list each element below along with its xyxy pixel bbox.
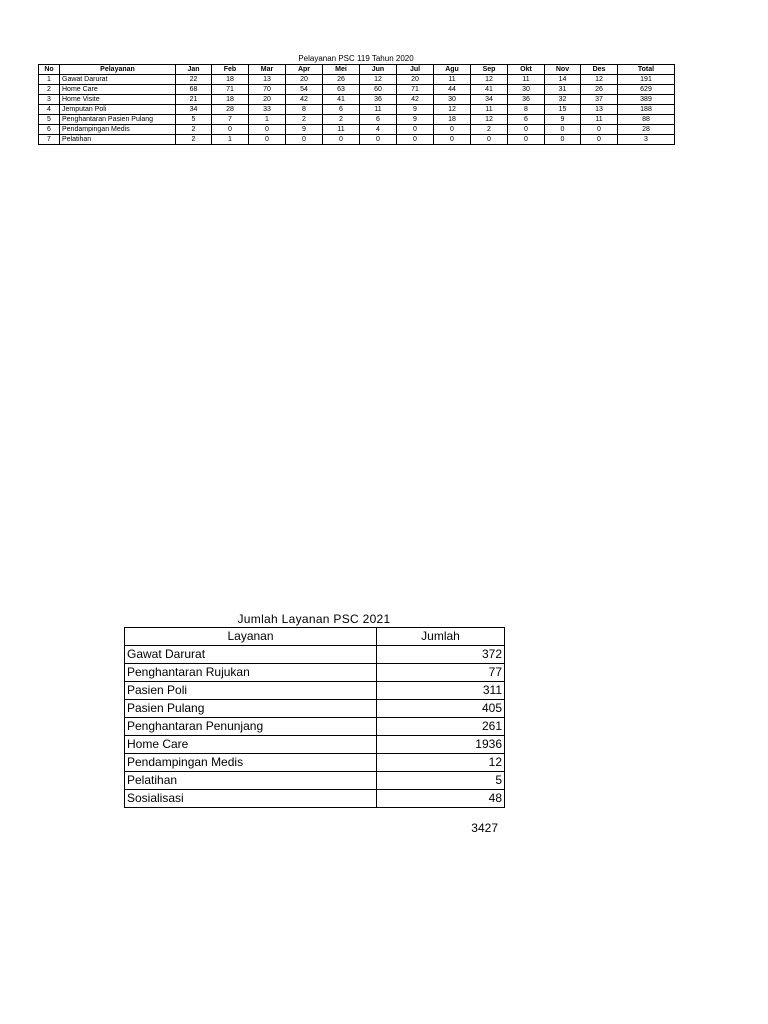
table-cell: 70	[249, 85, 286, 95]
table-cell: 1	[39, 75, 60, 85]
table-cell: 9	[397, 115, 434, 125]
table-cell: 0	[323, 135, 360, 145]
service-name-cell: Gawat Darurat	[60, 75, 176, 85]
layanan-2021-table	[124, 627, 505, 808]
table1-header-cell: Jul	[397, 65, 434, 75]
table-cell: 0	[545, 125, 581, 135]
table1-header-cell: Feb	[212, 65, 249, 75]
table-cell: 34	[176, 105, 212, 115]
table-row	[39, 105, 675, 115]
table-cell: 0	[360, 135, 397, 145]
table-cell: 68	[176, 85, 212, 95]
table-cell: 7	[39, 135, 60, 145]
table2-title: Jumlah Layanan PSC 2021	[237, 612, 391, 626]
table-cell: 389	[618, 95, 675, 105]
table-cell: 6	[39, 125, 60, 135]
table-cell: 0	[397, 135, 434, 145]
table1-header-cell: Sep	[471, 65, 508, 75]
service-name-cell: Jemputan Poli	[60, 105, 176, 115]
table-cell: 18	[212, 95, 249, 105]
table2-header-cell: Jumlah	[377, 628, 505, 646]
table-cell: 1	[249, 115, 286, 125]
table-cell: 15	[545, 105, 581, 115]
service-name-cell: Pendampingan Medis	[125, 754, 377, 772]
table-cell: 42	[397, 95, 434, 105]
table-cell: 8	[508, 105, 545, 115]
table-cell: 2	[286, 115, 323, 125]
table-cell: 8	[286, 105, 323, 115]
table1-header-cell: No	[39, 65, 60, 75]
table-cell: 12	[471, 115, 508, 125]
table-cell: 21	[176, 95, 212, 105]
service-name-cell: Pelatihan	[60, 135, 176, 145]
table-cell: 0	[581, 125, 618, 135]
table-row	[125, 646, 505, 664]
table-cell: 36	[360, 95, 397, 105]
table1-header-cell: Des	[581, 65, 618, 75]
table-row	[39, 85, 675, 95]
table1-header-cell: Pelayanan	[60, 65, 176, 75]
count-cell: 261	[377, 718, 505, 736]
table1-header-cell: Mei	[323, 65, 360, 75]
table-cell: 2	[39, 85, 60, 95]
table-cell: 34	[471, 95, 508, 105]
table-cell: 30	[434, 95, 471, 105]
table-row	[125, 700, 505, 718]
table-cell: 188	[618, 105, 675, 115]
table-cell: 12	[581, 75, 618, 85]
table-cell: 2	[471, 125, 508, 135]
table1-header-cell: Mar	[249, 65, 286, 75]
table1-header-cell: Total	[618, 65, 675, 75]
table-cell: 6	[360, 115, 397, 125]
table-cell: 2	[323, 115, 360, 125]
table1-header-cell: Apr	[286, 65, 323, 75]
table-cell: 0	[581, 135, 618, 145]
table2-total: 3427	[471, 821, 498, 835]
service-name-cell: Penghantaran Pasien Pulang	[60, 115, 176, 125]
table-cell: 0	[249, 125, 286, 135]
table-cell: 20	[397, 75, 434, 85]
table-cell: 2	[176, 125, 212, 135]
table-cell: 1	[212, 135, 249, 145]
table2-header-row	[125, 628, 505, 646]
table-cell: 26	[581, 85, 618, 95]
service-name-cell: Home Care	[125, 736, 377, 754]
table-cell: 12	[360, 75, 397, 85]
table-cell: 26	[323, 75, 360, 85]
count-cell: 405	[377, 700, 505, 718]
pelayanan-2020-table	[38, 64, 675, 145]
table-cell: 5	[176, 115, 212, 125]
service-name-cell: Home Care	[60, 85, 176, 95]
table-cell: 37	[581, 95, 618, 105]
table-cell: 54	[286, 85, 323, 95]
table-cell: 4	[360, 125, 397, 135]
table-cell: 18	[212, 75, 249, 85]
table-row	[39, 75, 675, 85]
table-cell: 11	[471, 105, 508, 115]
table2-header-cell: Layanan	[125, 628, 377, 646]
table-row	[125, 772, 505, 790]
table-cell: 28	[618, 125, 675, 135]
table-row	[125, 682, 505, 700]
table-row	[125, 736, 505, 754]
table-cell: 20	[249, 95, 286, 105]
table-row	[39, 95, 675, 105]
table-cell: 11	[508, 75, 545, 85]
table-row	[39, 115, 675, 125]
table-cell: 41	[323, 95, 360, 105]
table-cell: 0	[397, 125, 434, 135]
service-name-cell: Penghantaran Penunjang	[125, 718, 377, 736]
count-cell: 5	[377, 772, 505, 790]
table-cell: 13	[249, 75, 286, 85]
table1-header-cell: Agu	[434, 65, 471, 75]
table-row	[39, 125, 675, 135]
table-cell: 3	[39, 95, 60, 105]
table-row	[125, 790, 505, 808]
count-cell: 48	[377, 790, 505, 808]
count-cell: 12	[377, 754, 505, 772]
service-name-cell: Pasien Pulang	[125, 700, 377, 718]
service-name-cell: Pelatihan	[125, 772, 377, 790]
table-cell: 0	[508, 125, 545, 135]
table-cell: 3	[618, 135, 675, 145]
table-cell: 0	[434, 125, 471, 135]
table-cell: 191	[618, 75, 675, 85]
table1-header-row	[39, 65, 675, 75]
table-cell: 41	[471, 85, 508, 95]
table-cell: 32	[545, 95, 581, 105]
table-cell: 12	[434, 105, 471, 115]
table1-header-cell: Jan	[176, 65, 212, 75]
table-cell: 31	[545, 85, 581, 95]
table-cell: 0	[471, 135, 508, 145]
table-cell: 44	[434, 85, 471, 95]
table-cell: 0	[212, 125, 249, 135]
table-cell: 11	[323, 125, 360, 135]
table-cell: 30	[508, 85, 545, 95]
table-cell: 11	[434, 75, 471, 85]
table-cell: 42	[286, 95, 323, 105]
table-cell: 0	[434, 135, 471, 145]
table-cell: 0	[545, 135, 581, 145]
table1-header-cell: Jun	[360, 65, 397, 75]
table-cell: 9	[545, 115, 581, 125]
table-cell: 7	[212, 115, 249, 125]
table-cell: 36	[508, 95, 545, 105]
service-name-cell: Penghantaran Rujukan	[125, 664, 377, 682]
table-cell: 5	[39, 115, 60, 125]
table-row	[39, 135, 675, 145]
count-cell: 77	[377, 664, 505, 682]
table-row	[125, 718, 505, 736]
table-cell: 71	[397, 85, 434, 95]
table-cell: 14	[545, 75, 581, 85]
table-cell: 33	[249, 105, 286, 115]
service-name-cell: Sosialisasi	[125, 790, 377, 808]
service-name-cell: Pendampingan Medis	[60, 125, 176, 135]
table-cell: 28	[212, 105, 249, 115]
table-cell: 63	[323, 85, 360, 95]
table1-header-cell: Okt	[508, 65, 545, 75]
table-cell: 0	[286, 135, 323, 145]
table-cell: 20	[286, 75, 323, 85]
table-cell: 71	[212, 85, 249, 95]
table1-header-cell: Nov	[545, 65, 581, 75]
table1-title: Pelayanan PSC 119 Tahun 2020	[298, 54, 414, 63]
table-row	[125, 664, 505, 682]
table-cell: 13	[581, 105, 618, 115]
table-cell: 18	[434, 115, 471, 125]
table-cell: 11	[581, 115, 618, 125]
table-cell: 22	[176, 75, 212, 85]
table-cell: 12	[471, 75, 508, 85]
table-cell: 6	[323, 105, 360, 115]
table-cell: 9	[286, 125, 323, 135]
table-cell: 6	[508, 115, 545, 125]
table-cell: 9	[397, 105, 434, 115]
table-cell: 0	[508, 135, 545, 145]
service-name-cell: Home Visite	[60, 95, 176, 105]
table-cell: 88	[618, 115, 675, 125]
table-cell: 4	[39, 105, 60, 115]
table-cell: 11	[360, 105, 397, 115]
service-name-cell: Pasien Poli	[125, 682, 377, 700]
count-cell: 372	[377, 646, 505, 664]
service-name-cell: Gawat Darurat	[125, 646, 377, 664]
table-cell: 2	[176, 135, 212, 145]
count-cell: 311	[377, 682, 505, 700]
table-cell: 0	[249, 135, 286, 145]
table-cell: 60	[360, 85, 397, 95]
table-cell: 629	[618, 85, 675, 95]
table-row	[125, 754, 505, 772]
count-cell: 1936	[377, 736, 505, 754]
